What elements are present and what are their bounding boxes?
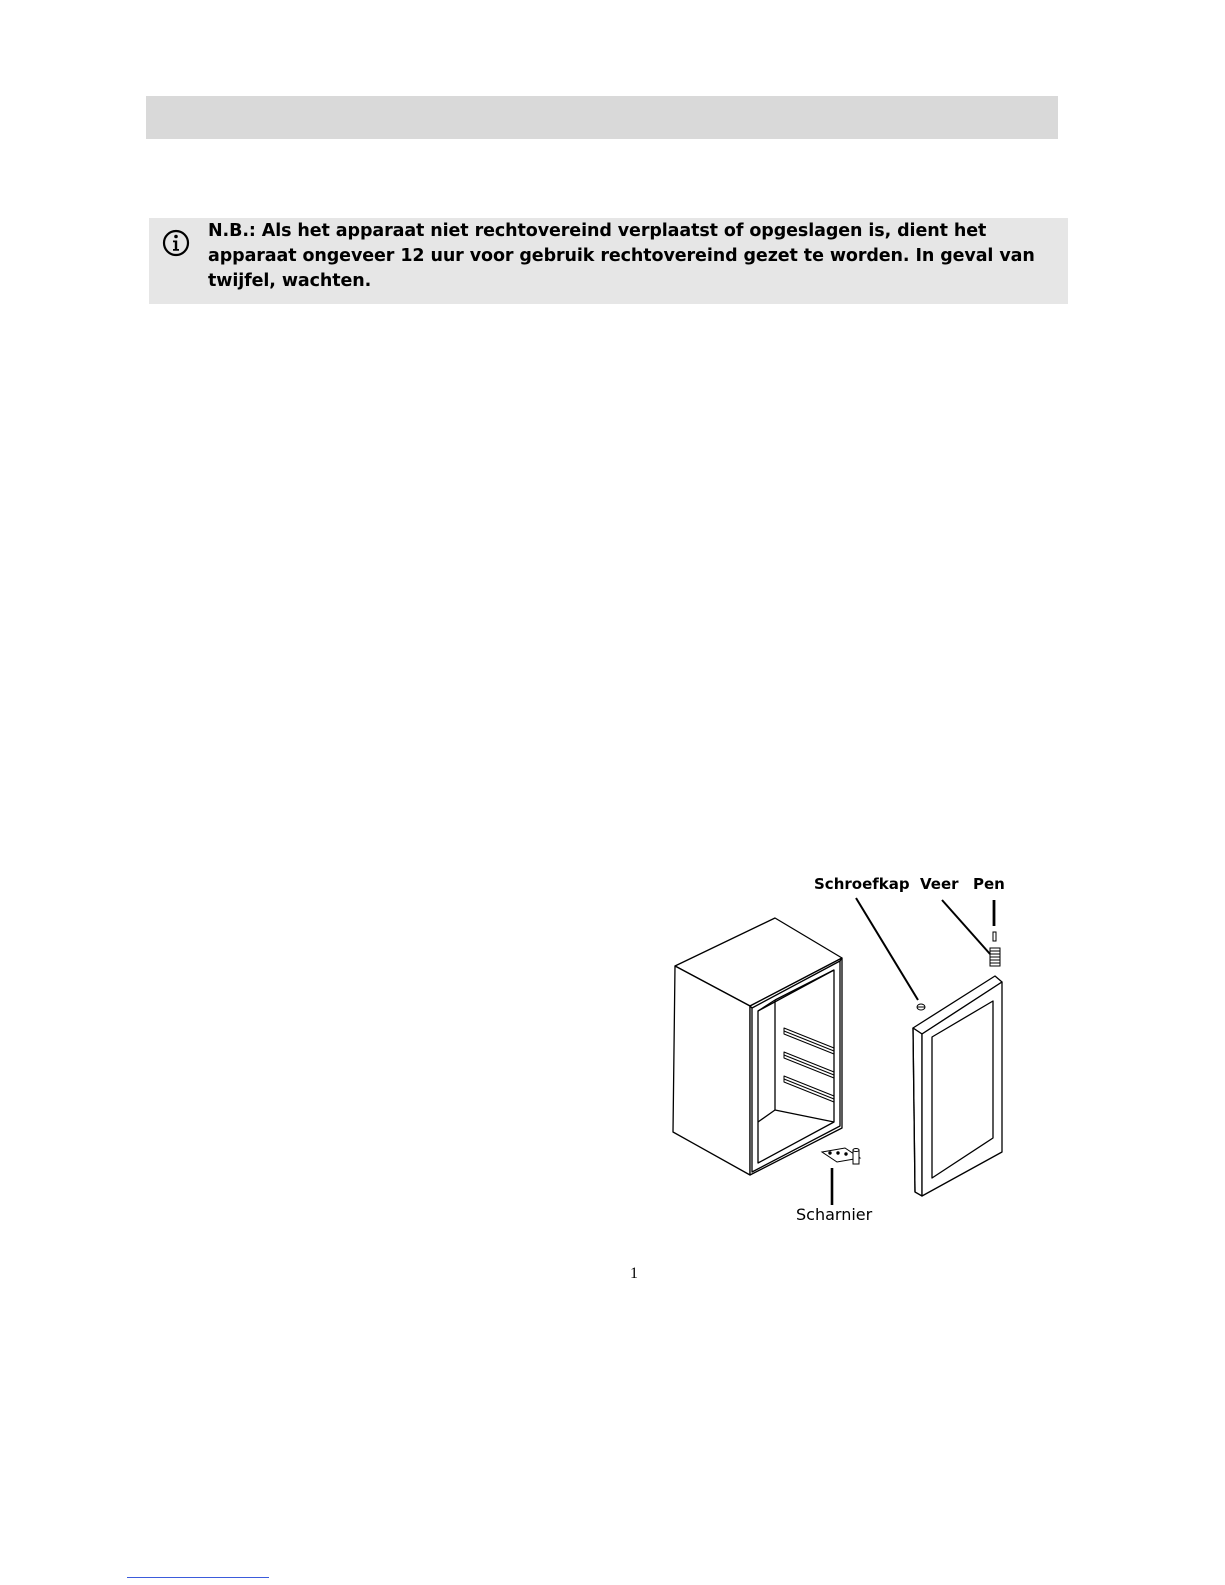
page-number: 1 (630, 1265, 638, 1282)
hinge-drawing (822, 1148, 860, 1164)
spring-label: Veer (920, 875, 959, 893)
pin-label: Pen (973, 875, 1005, 893)
screw-cap-label: Schroefkap (814, 875, 910, 893)
screw-cap-drawing (917, 1004, 925, 1010)
section-header-bar (146, 96, 1058, 139)
spring-leader-line (942, 900, 990, 954)
assembly-diagram (660, 870, 1060, 1250)
screw-cap-leader-line (856, 898, 918, 1000)
note-box (149, 218, 1068, 304)
hinge-label: Scharnier (796, 1205, 873, 1224)
spring-drawing (990, 948, 1000, 966)
footnote-rule (127, 1577, 269, 1578)
pin-drawing (993, 932, 996, 941)
note-text: N.B.: Als het apparaat niet rechtovereind verplaatst of opgeslagen is, dient het apparaat ongeveer 12 uur voor gebruik rechtovereind gezet te worden. In geval van twijfel, wachten. (208, 221, 1035, 291)
cabinet-drawing (673, 918, 842, 1175)
door-drawing (913, 976, 1002, 1196)
info-icon (161, 228, 191, 258)
